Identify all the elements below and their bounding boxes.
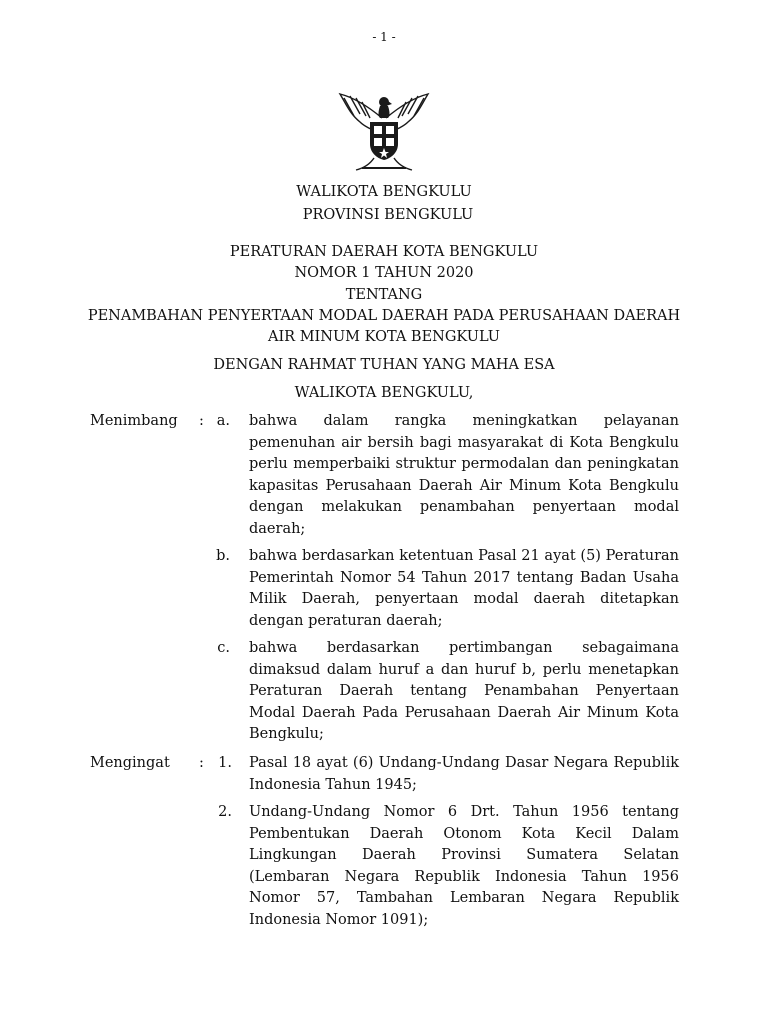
menimbang-label: Menimbang [90,413,178,429]
document-subject-line-1: PENAMBAHAN PENYERTAAN MODAL DAERAH PADA PERUSAHAAN DAERAH [87,308,681,324]
menimbang-colon: : [199,413,204,429]
mengingat-item-2: Undang-Undang Nomor 6 Drt. Tahun 1956 tentang Pembentukan Daerah Otonom Kota Kecil Dalam Lingkungan Daerah Provinsi Sumatera Selatan (Lembaran Negara Republik Indonesia Tahun 1956 Nomor 57, Tambahan Lembaran Negara Republik Indonesia Nomor 1091); [249,804,679,928]
menimbang-marker-a: a. [216,413,230,429]
issuer-line: WALIKOTA BENGKULU, [294,385,474,401]
garuda-emblem-icon [334,88,434,173]
mengingat-label: Mengingat [90,755,170,771]
document-number: NOMOR 1 TAHUN 2020 [294,265,474,281]
menimbang-item-a: bahwa dalam rangka meningkatkan pelayanan pemenuhan air bersih bagi masyarakat di Kota Bengkulu perlu memperbaiki struktur permodalan dan peningkatan kapasitas Perusahaan Daerah Air Minum Kota Bengkulu dengan melakukan penambahan penyertaan modal daerah; [249,413,679,537]
mengingat-marker-2: 2. [218,804,232,820]
mengingat-marker-1: 1. [218,755,232,771]
document-title: PERATURAN DAERAH KOTA BENGKULU [229,244,539,260]
menimbang-marker-b: b. [216,548,230,564]
header-line-provinsi: PROVINSI BENGKULU [302,207,474,223]
mengingat-colon: : [199,755,204,771]
preamble-line: DENGAN RAHMAT TUHAN YANG MAHA ESA [213,357,555,373]
menimbang-item-b: bahwa berdasarkan ketentuan Pasal 21 ayat (5) Peraturan Pemerintah Nomor 54 Tahun 2017 tentang Badan Usaha Milik Daerah, penyertaan modal daerah ditetapkan dengan peraturan daerah; [249,548,679,629]
menimbang-marker-c: c. [217,640,230,656]
header-line-tentang: TENTANG [345,287,423,303]
mengingat-item-1: Pasal 18 ayat (6) Undang-Undang Dasar Negara Republik Indonesia Tahun 1945; [249,755,679,793]
menimbang-item-c: bahwa berdasarkan pertimbangan sebagaimana dimaksud dalam huruf a dan huruf b, perlu menetapkan Peraturan Daerah tentang Penambahan Penyertaan Modal Daerah Pada Perusahaan Daerah Air Minum Kota Bengkulu; [249,640,679,742]
header-line-walikota: WALIKOTA BENGKULU [296,184,472,200]
page-number: - 1 - [372,30,396,44]
document-subject-line-2: AIR MINUM KOTA BENGKULU [267,329,501,345]
